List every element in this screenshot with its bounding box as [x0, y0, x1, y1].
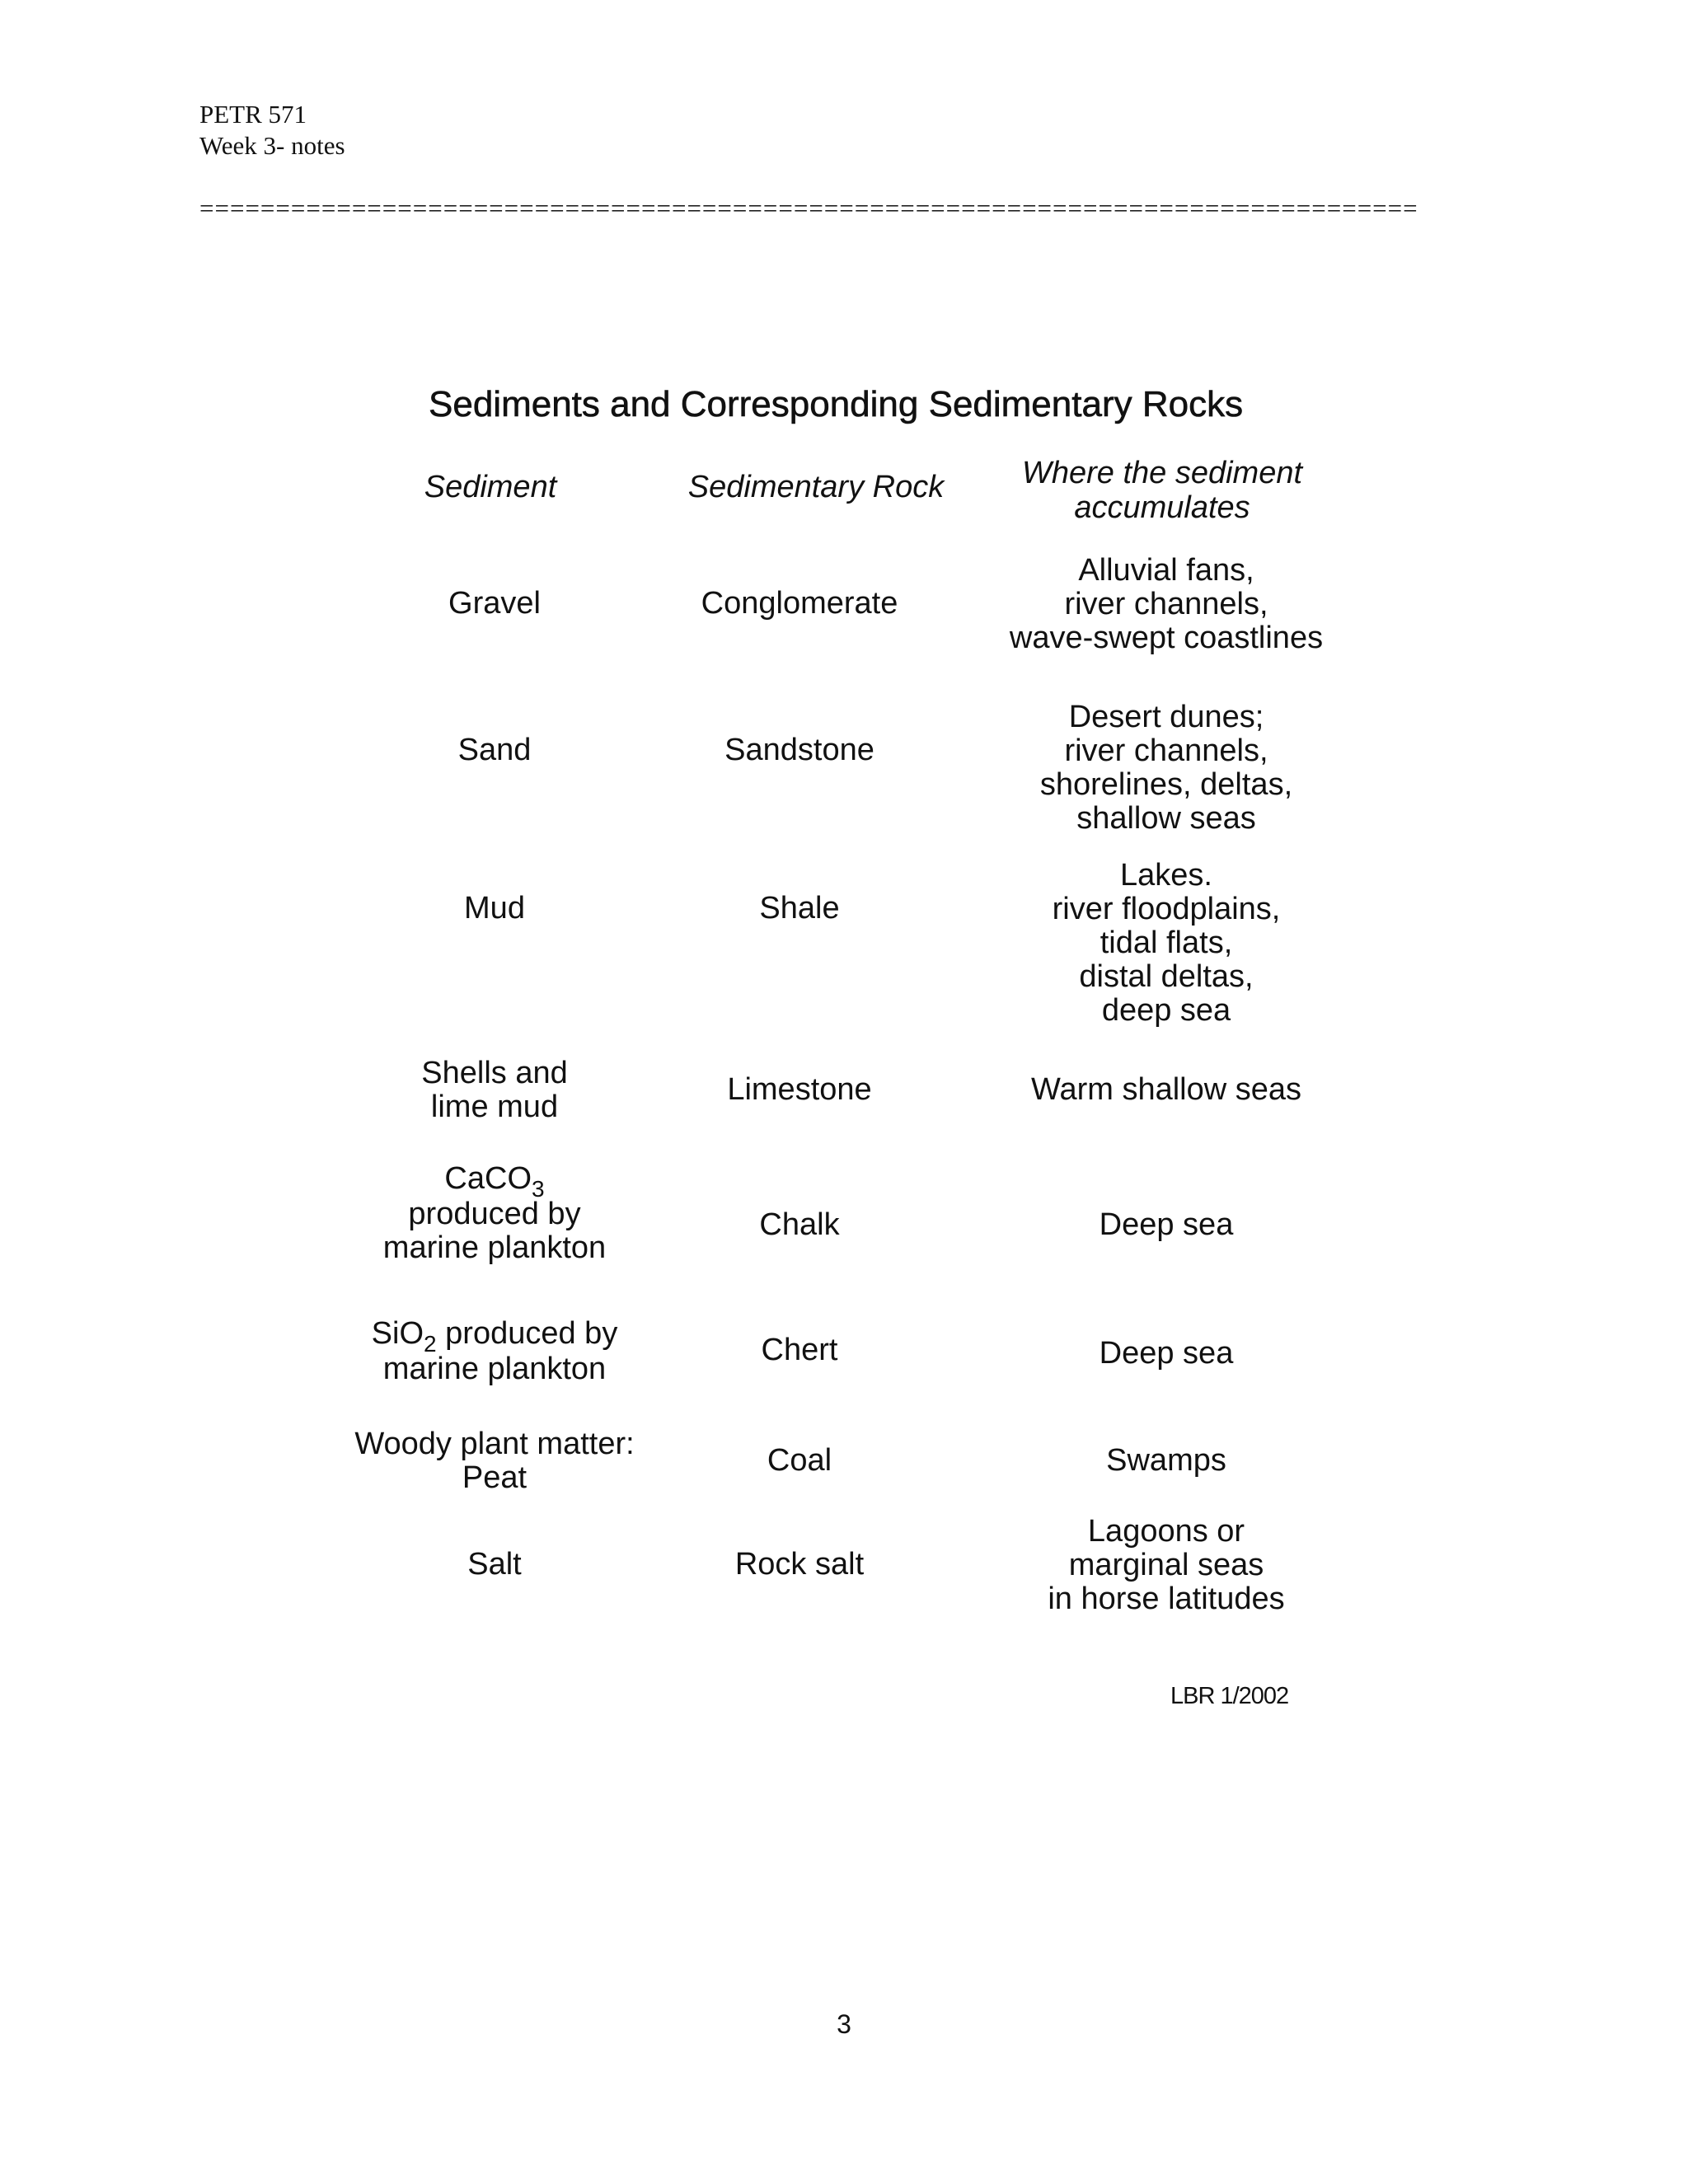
rock-cell: Coal — [767, 1443, 832, 1478]
location-line: wave-swept coastlines — [1009, 621, 1324, 655]
rock-cell: Conglomerate — [701, 586, 898, 621]
column-header-sediment: Sediment — [424, 470, 557, 504]
sediment-line: produced by — [408, 1197, 581, 1231]
column-header-where-line1: Where the sediment — [1021, 456, 1303, 490]
sediment-formula: SiO$_2$ produced by — [371, 1316, 618, 1357]
location-cell — [948, 554, 1385, 655]
location-cell — [948, 1208, 1385, 1242]
location-line: Deep sea — [1099, 1336, 1234, 1371]
location-line: Warm shallow seas — [1030, 1072, 1301, 1107]
sediment-line: Salt — [467, 1547, 522, 1582]
location-line: Alluvial fans, — [1078, 553, 1254, 588]
sediment-cell — [313, 1427, 676, 1495]
location-line: Swamps — [1106, 1443, 1226, 1478]
location-cell — [948, 1073, 1385, 1107]
rock-cell: Shale — [759, 891, 840, 926]
column-header-where-line2: accumulates — [1074, 490, 1250, 525]
notes-subtitle: Week 3- notes — [199, 131, 345, 160]
location-cell — [948, 859, 1385, 1028]
course-code: PETR 571 — [199, 100, 307, 129]
location-line: marginal seas — [1068, 1548, 1264, 1582]
location-line: Deep sea — [1099, 1207, 1234, 1242]
sediment-cell — [313, 1317, 676, 1386]
rock-cell: Sandstone — [724, 733, 874, 767]
location-line: Lakes. — [1120, 858, 1212, 893]
rock-cell: Chert — [761, 1333, 838, 1367]
sediment-line: Shells and — [421, 1056, 568, 1090]
column-header-where — [973, 456, 1352, 525]
rock-cell: Chalk — [759, 1207, 840, 1242]
sediment-cell — [313, 1548, 676, 1582]
sediment-line: Mud — [464, 891, 525, 926]
location-line: river channels, — [1064, 733, 1268, 768]
table-title: Sediments and Corresponding Sedimentary Rocks — [429, 384, 1244, 424]
location-line: shallow seas — [1076, 801, 1256, 836]
location-line: Desert dunes; — [1068, 700, 1264, 734]
location-line: tidal flats, — [1100, 926, 1233, 960]
location-cell — [948, 701, 1385, 836]
sediment-line: marine plankton — [382, 1230, 607, 1265]
sediment-cell — [313, 587, 676, 621]
location-line: river floodplains, — [1052, 892, 1281, 926]
location-line: in horse latitudes — [1048, 1582, 1285, 1616]
sediment-cell — [313, 733, 676, 767]
sediment-cell — [313, 1057, 676, 1124]
location-line: distal deltas, — [1079, 959, 1254, 994]
location-line: deep sea — [1101, 993, 1231, 1028]
sediment-line: lime mud — [430, 1090, 559, 1124]
rock-cell: Limestone — [727, 1072, 872, 1107]
location-cell — [948, 1515, 1385, 1616]
sediment-line: Peat — [462, 1460, 528, 1495]
separator-rule: ================================================================================ — [199, 196, 1418, 221]
sediment-cell — [313, 1162, 676, 1265]
sediment-line: marine plankton — [382, 1352, 607, 1386]
page-number: 3 — [837, 2009, 851, 2039]
sediment-formula: CaCO$_3$ — [444, 1161, 545, 1202]
sediment-line: Gravel — [448, 586, 541, 621]
rock-cell: Rock salt — [734, 1547, 865, 1582]
location-line: river channels, — [1064, 587, 1268, 621]
location-cell — [948, 1444, 1385, 1478]
sediment-line: Woody plant matter: — [354, 1427, 635, 1461]
column-header-rock: Sedimentary Rock — [687, 470, 945, 504]
location-line: shorelines, deltas, — [1039, 767, 1293, 802]
location-cell — [948, 1337, 1385, 1371]
author-signature: LBR 1/2002 — [1170, 1683, 1289, 1709]
sediment-line: Sand — [457, 733, 532, 767]
sediment-cell — [313, 892, 676, 926]
location-line: Lagoons or — [1087, 1514, 1245, 1549]
